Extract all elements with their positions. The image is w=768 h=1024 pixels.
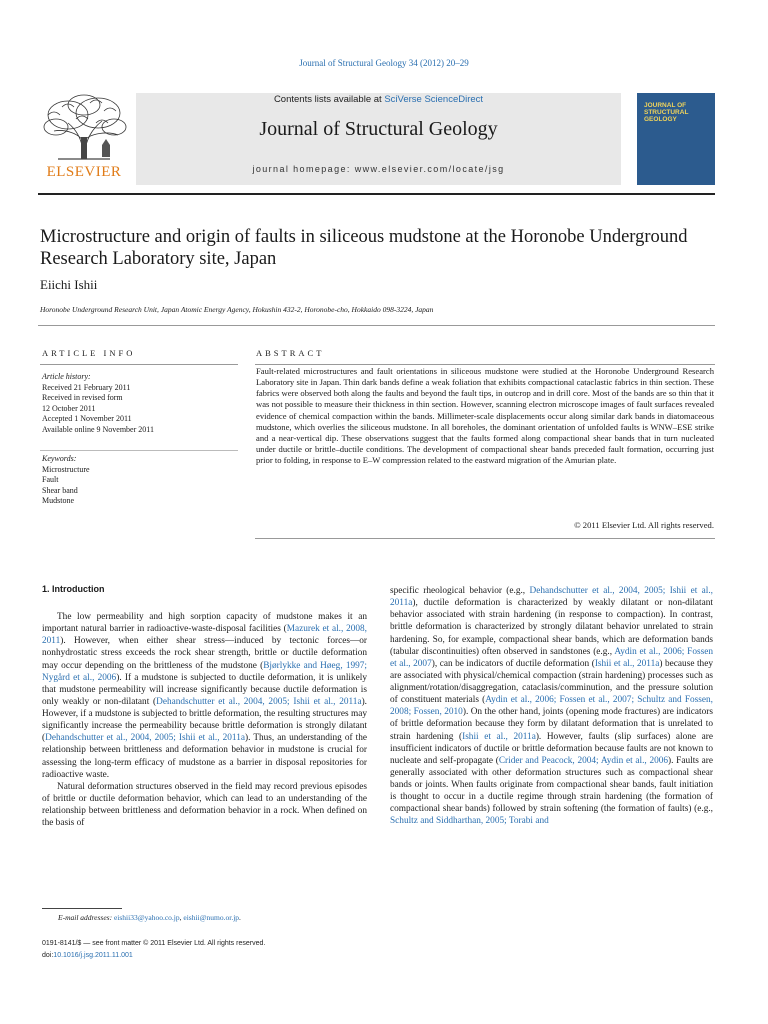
article-author[interactable]: Eiichi Ishii — [40, 277, 98, 292]
email-footnote — [58, 913, 241, 922]
email-end: . — [239, 913, 241, 922]
article-title: Microstructure and origin of faults in siliceous mudstone at the Horonobe Underground Research Laboratory site, Japan — [40, 227, 688, 269]
body-text: ), ductile deformation is characterized by weakly dilatant or non-dilatant behavior associated with strain hardening (in response to compaction). In contrast, brittle deformation is characterized by strongly dilatant behavior unrelated to strain hardening. So, for example, compactional shear bands, which are deformation bands (tabular discontinuities) often observed in sandstones (e.g., — [390, 598, 713, 657]
history-line: Accepted 1 November 2011 — [42, 414, 132, 423]
body-text: specific rheological behavior (e.g., — [390, 586, 530, 596]
citation-link[interactable]: Ishii et al., 2011a — [462, 731, 536, 742]
body-text: ). Faults are generally associated with other deformation structures such as compactional shear bands or joints. When faults originate from compactional shear bands, fault initiation is thought to occur in a ductile regime through strain hardening (the formation of compactional shear bands) followed by strain softening (the formation of faults) (e.g., — [390, 755, 713, 815]
title-divider — [38, 325, 715, 326]
citation-link[interactable]: Ishii et al., 2011a — [594, 658, 660, 669]
article-info-heading: ARTICLE INFO — [42, 348, 136, 358]
keywords-rule — [40, 450, 238, 451]
citation-link[interactable]: Dehandschutter et al., 2004, 2005; Ishii et al., 2011a — [390, 586, 713, 609]
body-text: ). On the other hand, joints (opening mode fractures) are indicators of brittle deformation because they form by dilatant deformation that is unrelated to strain hardening ( — [390, 707, 714, 742]
body-text: ), can be indicators of ductile deformation ( — [431, 658, 595, 669]
history-line: Received in revised form — [42, 393, 123, 402]
journal-reference-link[interactable]: Journal of Structural Geology 34 (2012) 20–29 — [299, 58, 469, 68]
keyword-item: Fault — [42, 475, 59, 484]
doi-link[interactable]: 10.1016/j.jsg.2011.11.001 — [53, 952, 133, 959]
abstract-rule — [255, 364, 715, 365]
journal-homepage-link[interactable]: journal homepage: www.elsevier.com/locate/jsg — [252, 164, 505, 174]
section-heading-introduction: 1. Introduction — [42, 584, 105, 594]
abstract-heading: ABSTRACT — [256, 348, 325, 358]
email-link[interactable]: eishii@numo.or.jp — [183, 913, 240, 922]
contents-prefix: Contents lists available at — [273, 94, 385, 105]
email-separator: , — [179, 913, 184, 922]
keywords-label: Keywords: — [42, 454, 77, 463]
issn-line: 0191-8141/$ — see front matter © 2011 Elsevier Ltd. All rights reserved. — [42, 940, 266, 947]
footnote-rule — [42, 908, 122, 909]
body-text: ). However, faults (slip surfaces) alone are insufficient indicators of ductile or brittle deformation because faults are not known to nucleate and self-propagate ( — [390, 731, 713, 766]
keyword-item: Microstructure — [42, 464, 90, 474]
author-affiliation: Horonobe Underground Research Unit, Japan Atomic Energy Agency, Hokushin 432-2, Horonobe-cho, Hokkaido 098-3224, Japan — [40, 305, 434, 314]
body-text: ). However, when either shear stress—induced by tectonic forces—or nonhydrostatic stress exceeds the rock shear strength, brittle or ductile deformation may occur depending on the brittleness of the mudstone ( — [42, 636, 367, 671]
keyword-item: Mudstone — [42, 496, 74, 505]
history-line: 12 October 2011 — [42, 403, 96, 413]
abstract-text: Fault-related microstructures and fault orientations in siliceous mudstone were studied at the Horonobe Underground Research Laboratory site in Japan. Thin dark bands define a weak foliation that exhibits compactional cataclastic fabrics in thin section. These fabrics were observed both along the faults and beyond the fault tips, in outcrop and in drill core. Most of the bands are so thin that it was not possible to measure their thickness in thin section. However, scanning electron microscope images of fault surfaces revealed evidence of chemical compaction within the bands. Millimeter-scale displacements occur along similar dark bands in diatomaceous mudstone, which overlies the siliceous mudstone. In all boreholes, the dominant orientation of unfolded faults is WNW–ESE strike and a near-vertical dip. These observations suggest that the faults formed along compactional shear bands that in turn nucleated under ductile or brittle–ductile conditions. The development of compactional shear bands preceded fault formation, occurring just prior to folding, in response to E–W compression related to the eastward migration of the Amurian plate. — [256, 366, 714, 466]
citation-link[interactable]: Aydin et al., 2006; Fossen et al., 2007 — [390, 646, 714, 669]
front-matter — [42, 938, 265, 962]
email-link[interactable]: eishii33@yahoo.co.jp — [113, 913, 180, 922]
body-text: ). If a mudstone is subjected to ductile deformation, it is unlikely that mudstone permeability will increase significantly because ductile deformation is only weakly or non-dilatant ( — [42, 672, 367, 707]
body-text: Natural deformation structures observed in the field may record previous episodes of brittle or ductile deformation behavior, which can lead to an understanding of the relationship between brittleness and deformation behavior in a rock. When defined on the basis of — [42, 781, 367, 829]
body-text: ). Thus, an understanding of the relationship between brittleness and deformation behavior in mudstone is crucial for assessing the long-term efficacy of mudstone as a barrier in disposal repositories for radioactive waste. — [42, 733, 367, 780]
body-text: ). However, if a mudstone is subjected to brittle deformation, the resulting structures may significantly increase the permeability because brittle deformation is strongly dilatant ( — [42, 696, 367, 744]
body-paragraph — [42, 611, 367, 781]
citation-link[interactable]: Mazurek et al., 2008, 2011 — [42, 624, 367, 647]
body-column-right — [390, 585, 713, 828]
copyright-notice: © 2011 Elsevier Ltd. All rights reserved. — [574, 520, 714, 530]
body-column-left — [42, 611, 367, 829]
body-text: ) because they are associated with physical/chemical compaction (strain hardening) processes such as alignment/rotation/disaggregation, cataclasis/comminution, and the pressure solution of constituent materials ( — [390, 658, 713, 706]
citation-link[interactable]: Dehandschutter et al., 2004, 2005; Ishii et al., 2011a — [156, 696, 362, 707]
email-label: E-mail addresses: — [58, 913, 114, 922]
publisher-wordmark: ELSEVIER — [46, 164, 122, 180]
citation-link[interactable]: Bjørlykke and Høeg, 1997; Nygård et al., 2006 — [42, 660, 368, 683]
header-divider — [38, 193, 715, 195]
abstract-bottom-rule — [255, 538, 715, 539]
journal-title: Journal of Structural Geology — [259, 118, 498, 140]
history-label: Article history: — [42, 372, 91, 381]
citation-link[interactable]: Dehandschutter et al., 2004, 2005; Ishii et al., 2011a — [45, 733, 246, 744]
keywords — [42, 454, 90, 507]
article-history — [42, 372, 154, 435]
keyword-item: Shear band — [42, 485, 78, 495]
doi-line — [42, 950, 265, 962]
article-info-rule — [40, 364, 238, 365]
history-line: Available online 9 November 2011 — [42, 424, 154, 434]
body-paragraph — [42, 781, 367, 830]
history-line: Received 21 February 2011 — [42, 382, 131, 392]
body-paragraph — [390, 585, 713, 828]
doi-label: doi: — [42, 952, 54, 959]
contents-line — [136, 94, 621, 105]
body-text: The low permeability and high sorption capacity of mudstone makes it an important natural barrier in radioactive-waste-disposal facilities ( — [42, 612, 367, 635]
citation-link[interactable]: Schultz and Siddharthan, 2005; Torabi and — [390, 816, 549, 827]
sciencedirect-link[interactable]: SciVerse ScienceDirect — [384, 94, 484, 105]
citation-link[interactable]: Crider and Peacock, 2004; Aydin et al., 2006 — [498, 755, 669, 766]
cover-title: JOURNAL OF STRUCTURAL GEOLOGY — [644, 102, 689, 123]
citation-link[interactable]: Aydin et al., 2006; Fossen et al., 2007; Schultz and Fossen, 2008; Fossen, 2010 — [390, 695, 713, 718]
